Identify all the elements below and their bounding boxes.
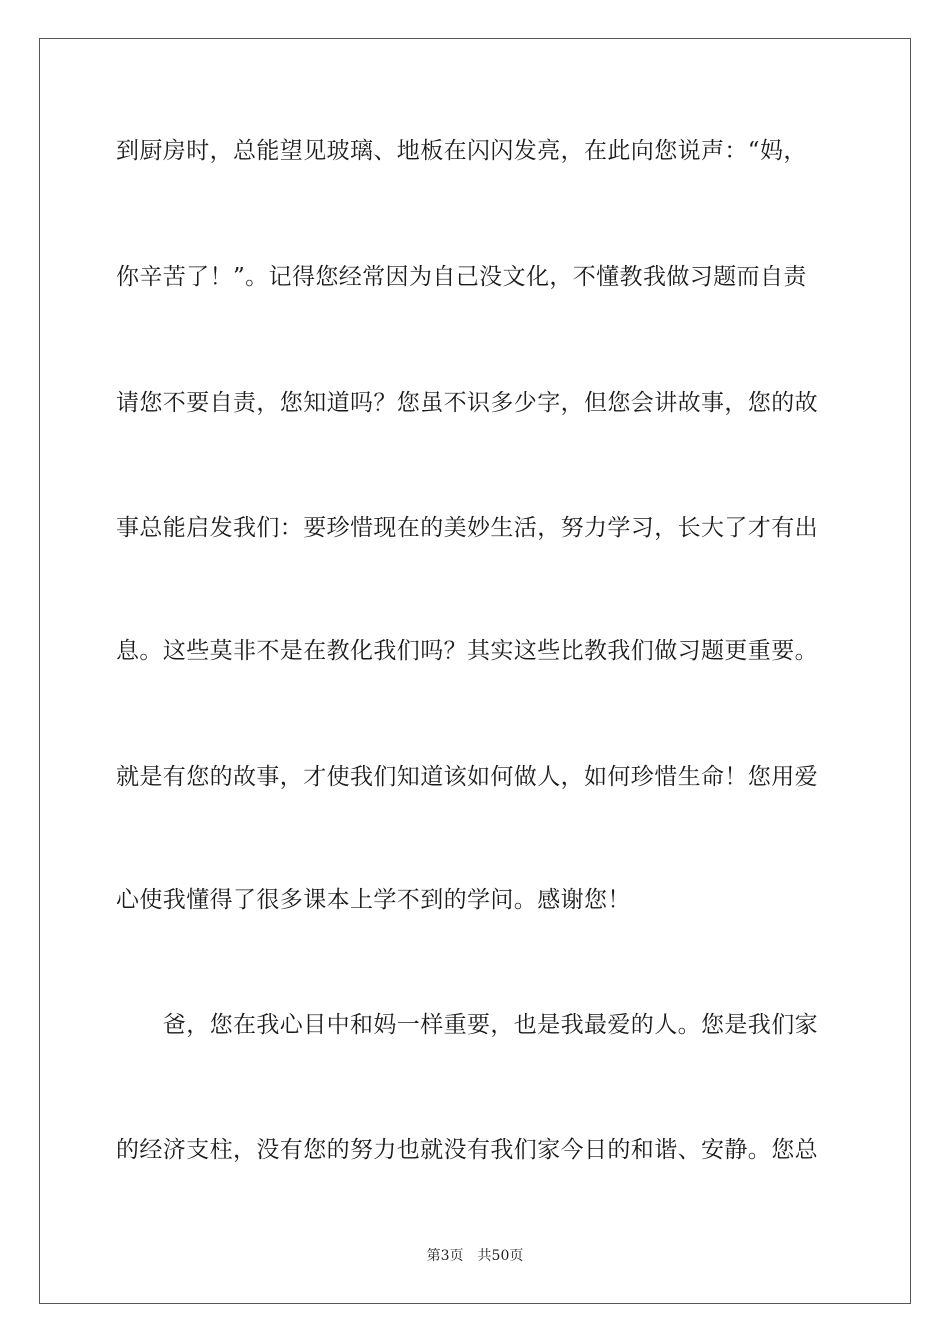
body-line-8: 爸，您在我心目中和妈一样重要，也是我最爱的人。您是我们家	[116, 1012, 818, 1038]
body-line-1: 到厨房时，总能望见玻璃、地板在闪闪发亮，在此向您说声：“妈，	[116, 138, 807, 164]
body-line-6: 就是有您的故事，才使我们知道该如何做人，如何珍惜生命！您用爱	[116, 764, 818, 790]
body-line-5: 息。这些莫非不是在教化我们吗？其实这些比教我们做习题更重要。	[116, 638, 818, 664]
body-line-3: 请您不要自责，您知道吗？您虽不识多少字，但您会讲故事，您的故	[116, 390, 818, 416]
body-line-2: 你辛苦了！”。记得您经常因为自己没文化，不懂教我做习题而自责	[116, 264, 807, 290]
page-total: 共50页	[477, 1248, 524, 1264]
body-line-7: 心使我懂得了很多课本上学不到的学问。感谢您！	[116, 887, 631, 913]
page-number: 第3页	[426, 1248, 464, 1264]
body-line-4: 事总能启发我们：要珍惜现在的美妙生活，努力学习，长大了才有出	[116, 515, 818, 541]
page-footer	[0, 1246, 950, 1266]
page-frame	[39, 38, 911, 1304]
body-line-9: 的经济支柱，没有您的努力也就没有我们家今日的和谐、安静。您总	[116, 1137, 818, 1163]
